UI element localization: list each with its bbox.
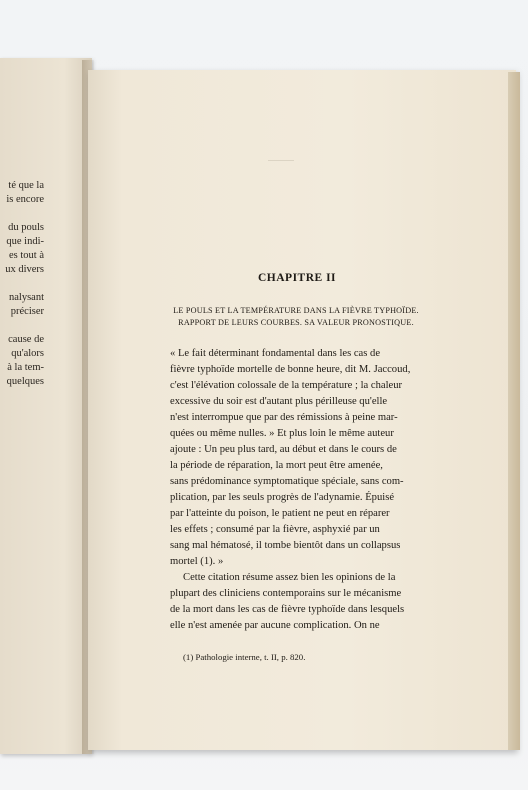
chapter-subtitle-line: RAPPORT DE LEURS COURBES. SA VALEUR PRONOSTIQUE. [178, 318, 414, 327]
body-text-line: sang mal hématosé, il tombe bientôt dans un collapsus [170, 540, 401, 551]
body-text-line: de la mort dans les cas de fièvre typhoïde dans lesquels [170, 604, 405, 615]
left-page-line: préciser [10, 306, 44, 317]
body-text-line: excessive du soir est d'autant plus périlleuse qu'elle [170, 396, 388, 407]
body-text-line: plupart des cliniciens contemporains sur le mécanisme [170, 588, 402, 599]
body-text-line: les effets ; consumé par la fièvre, asphyxié par un [170, 524, 380, 535]
left-page-line: nalysant [9, 292, 44, 303]
left-page-line: cause de [8, 334, 44, 345]
left-page-line: quelques [6, 376, 44, 387]
footnote: (1) Pathologie interne, t. II, p. 820. [183, 652, 306, 662]
body-text-line: la période de réparation, la mort peut être amenée, [170, 460, 383, 471]
right-page [88, 70, 516, 750]
left-page-line: ux divers [5, 264, 44, 275]
left-page-line: is encore [6, 194, 44, 205]
left-page-line: à la tem- [7, 362, 44, 373]
body-text-line: par l'atteinte du poison, le patient ne peut en réparer [170, 508, 390, 519]
body-text-line: quées ou même nulles. » Et plus loin le même auteur [170, 428, 394, 439]
body-text-line: elle n'est amenée par aucune complication. On ne [170, 620, 380, 631]
body-text-line: ajoute : Un peu plus tard, au début et dans le cours de [170, 444, 397, 455]
left-page-line: que indi- [6, 236, 44, 247]
body-text-line: fièvre typhoïde mortelle de bonne heure, dit M. Jaccoud, [170, 364, 411, 375]
body-text-line: sans prédominance symptomatique spéciale, sans com- [170, 476, 404, 487]
bleed-through-mark [268, 160, 294, 167]
left-page [0, 58, 92, 754]
left-page-line: té que la [8, 180, 44, 191]
body-text-line: « Le fait déterminant fondamental dans les cas de [170, 348, 381, 359]
left-page-line: es tout à [9, 250, 44, 261]
left-page-line: du pouls [8, 222, 44, 233]
left-page-line: qu'alors [11, 348, 44, 359]
body-text-line: c'est l'élévation colossale de la température ; la chaleur [170, 380, 403, 391]
body-text-line: n'est interrompue que par des rémissions à peine mar- [170, 412, 398, 423]
chapter-title: CHAPITRE II [258, 272, 337, 284]
body-text-line: Cette citation résume assez bien les opinions de la [183, 572, 396, 583]
body-text-line: mortel (1). » [170, 556, 224, 567]
chapter-subtitle-line: LE POULS ET LA TEMPÉRATURE DANS LA FIÈVRE TYPHOÏDE. [173, 306, 419, 315]
body-text-line: plication, par les seuls progrès de l'adynamie. Épuisé [170, 492, 395, 503]
page-edges [508, 72, 520, 750]
